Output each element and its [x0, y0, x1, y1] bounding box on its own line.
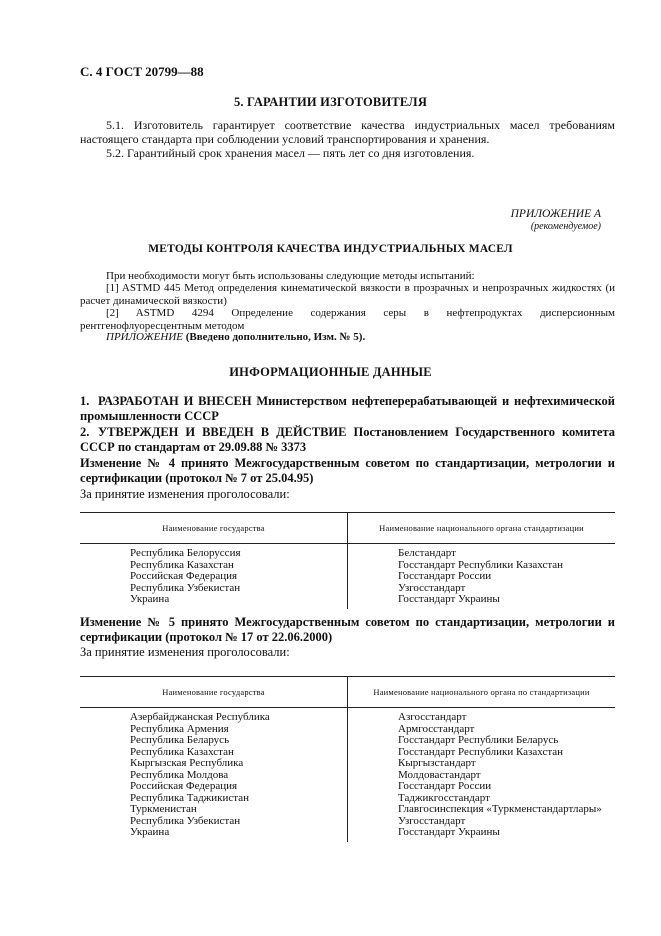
standards-body-cell: Узгосстандарт — [398, 814, 466, 827]
appendix-footer — [80, 331, 615, 344]
state-name-cell: Туркменистан — [80, 804, 348, 816]
appendix-method-2: [2] ASTMD 4294 Определение содержания серы в нефтепродуктах дисперсионным рентгенофлуоресцентным методом — [80, 307, 615, 332]
standards-body-cell: Госстандарт России — [398, 780, 492, 792]
standards-body-cell: Госстандарт Украины — [398, 826, 500, 838]
section-5-para-1: 5.1. Изготовитель гарантирует соответствие качества индустриальных масел требованиям настоящего стандарта при соблюдении условий транспортирования и хранения. — [80, 118, 615, 146]
info-item-1 — [80, 394, 615, 424]
table-row — [80, 735, 615, 747]
info-title: ИНФОРМАЦИОННЫЕ ДАННЫЕ — [229, 365, 432, 379]
appendix-footer-label: ПРИЛОЖЕНИЕ — [106, 331, 183, 343]
standards-body-cell: Главгосинспекция «Туркменстандартлары» — [398, 803, 602, 815]
info-item-1-number: 1. — [80, 394, 90, 408]
standards-body-cell: Белстандарт — [398, 547, 456, 559]
state-name-cell: Украина — [80, 594, 348, 609]
state-name-cell: Республика Казахстан — [80, 747, 348, 759]
change-4-col-state: Наименование государства — [80, 513, 348, 544]
table-row — [80, 708, 615, 724]
info-item-2-number: 2. — [80, 425, 90, 439]
table-row — [80, 544, 615, 560]
state-name-cell: Республика Молдова — [80, 770, 348, 782]
appendix-note: (рекомендуемое) — [530, 221, 601, 232]
standards-body-cell: Госстандарт России — [398, 570, 492, 582]
state-name-cell: Республика Узбекистан — [80, 583, 348, 595]
state-name-cell: Республика Армения — [80, 724, 348, 736]
standards-body-cell: Таджикгосстандарт — [398, 791, 490, 804]
standards-body-cell: Госстандарт Республики Беларусь — [398, 734, 559, 746]
state-name-cell: Республика Узбекистан — [80, 816, 348, 828]
change-4-title: Изменение № 4 принято Межгосударственным советом по стандартизации, метрологии и сертификации (протокол № 7 от 25.04.95) — [80, 456, 615, 485]
appendix-intro: При необходимости могут быть использованы следующие методы испытаний: — [106, 270, 475, 282]
appendix-method-1: [1] ASTMD 445 Метод определения кинематической вязкости в прозрачных и непрозрачных жидкостях (и расчет динамической вязкости) — [80, 282, 615, 307]
info-item-1-text: РАЗРАБОТАН И ВНЕСЕН Министерством нефтеперерабатывающей и нефтехимической промышленности СССР — [80, 394, 615, 423]
state-name-cell: Республика Казахстан — [80, 560, 348, 572]
appendix-label: ПРИЛОЖЕНИЕ А — [510, 208, 601, 220]
standards-body-cell: Армгосстандарт — [398, 722, 475, 735]
standards-body-cell: Госстандарт Украины — [398, 593, 500, 605]
state-name-cell: Кыргызская Республика — [80, 758, 348, 770]
table-row — [80, 827, 615, 842]
section-5-para-2: 5.2. Гарантийный срок хранения масел — пять лет со дня изготовления. — [106, 146, 475, 160]
change-4-col-body: Наименование национального органа стандартизации — [348, 513, 616, 544]
state-name-cell: Российская Федерация — [80, 781, 348, 793]
section-5-title: 5. ГАРАНТИИ ИЗГОТОВИТЕЛЯ — [233, 95, 428, 109]
change-5-voted: За принятие изменения проголосовали: — [80, 645, 290, 659]
standards-body-cell: Кыргызстандарт — [398, 757, 476, 769]
state-name-cell: Республика Беларусь — [80, 735, 348, 747]
standards-body-cell: Азгосстандарт — [398, 711, 467, 723]
state-name-cell: Республика Таджикистан — [80, 793, 348, 805]
page-header: С. 4 ГОСТ 20799—88 — [80, 64, 204, 79]
standards-body-cell: Госстандарт Республики Казахстан — [398, 745, 564, 758]
state-name-cell: Азербайджанская Республика — [80, 708, 348, 724]
info-item-2 — [80, 425, 615, 455]
table-row — [80, 781, 615, 793]
info-item-2-text: УТВЕРЖДЕН И ВВЕДЕН В ДЕЙСТВИЕ Постановлением Государственного комитета СССР по стандартам от 29.09.88 № 3373 — [80, 425, 615, 454]
appendix-title: МЕТОДЫ КОНТРОЛЯ КАЧЕСТВА ИНДУСТРИАЛЬНЫХ МАСЕЛ — [148, 243, 513, 255]
change-5-title: Изменение № 5 принято Межгосударственным советом по стандартизации, метрологии и сертификации (протокол № 17 от 22.06.2000) — [80, 615, 615, 644]
change-5-col-state: Наименование государства — [80, 677, 348, 708]
standards-body-cell: Молдовастандарт — [398, 768, 481, 781]
standards-body-cell: Госстандарт Республики Казахстан — [398, 558, 564, 571]
appendix-footer-note: (Введено дополнительно, Изм. № 5). — [185, 331, 366, 343]
state-name-cell: Республика Белоруссия — [80, 544, 348, 560]
change-4-voted: За принятие изменения проголосовали: — [80, 487, 290, 501]
change-4-table — [80, 512, 615, 609]
state-name-cell: Российская Федерация — [80, 571, 348, 583]
table-row — [80, 758, 615, 770]
standards-body-cell: Узгосстандарт — [398, 581, 466, 594]
table-row — [80, 804, 615, 816]
state-name-cell: Украина — [80, 827, 348, 842]
change-5-col-body: Наименование национального органа по стандартизации — [348, 677, 616, 708]
change-5-table — [80, 676, 615, 842]
table-row — [80, 594, 615, 609]
table-row — [80, 571, 615, 583]
